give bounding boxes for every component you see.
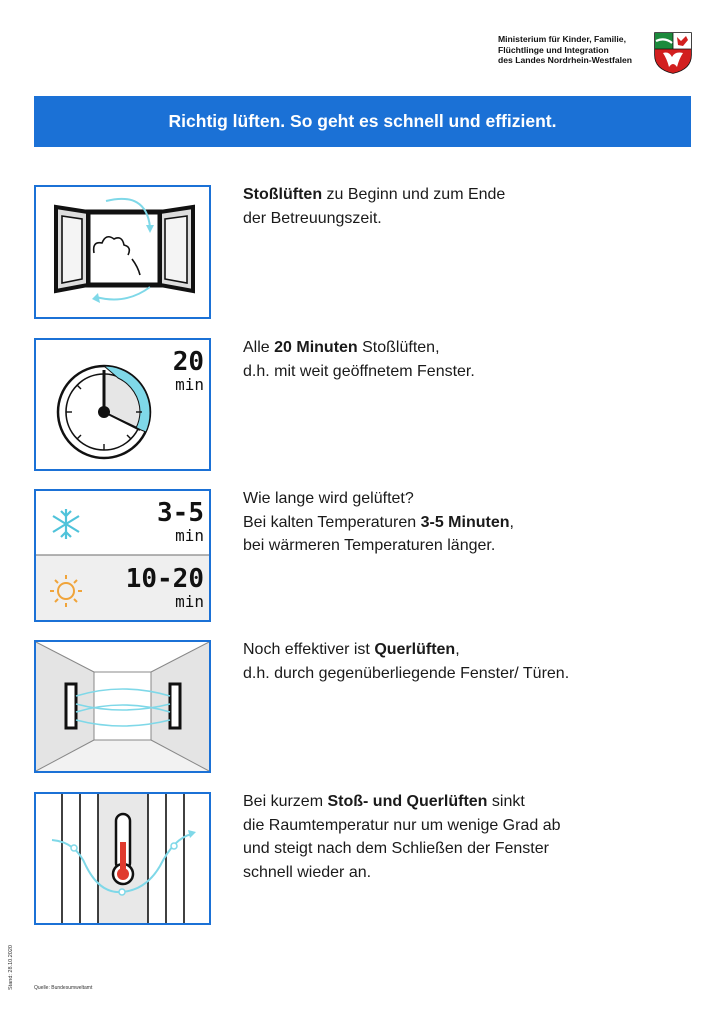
temperature-duration-card — [34, 489, 211, 622]
warm-duration-unit: min — [175, 592, 204, 611]
page-title-banner — [34, 96, 691, 147]
page-title: Richtig lüften. So geht es schnell und effizient. — [168, 111, 557, 131]
thermometer-curve-card — [34, 792, 211, 925]
date-stamp: Stand: 28.10.2020 — [8, 945, 14, 990]
ministry-name — [498, 34, 632, 66]
item-5-text: Bei kurzem Stoß- und Querlüften sinkt die Raumtemperatur nur um wenige Grad ab und steigt nach dem Schließen der Fenster schnell wieder an. — [243, 793, 561, 881]
source-note: Quelle: Bundesumweltamt — [34, 985, 93, 991]
item-3-text: Wie lange wird gelüftet? Bei kalten Temperaturen 3-5 Minuten, bei wärmeren Temperaturen länger. — [243, 490, 514, 554]
snowflake-icon — [53, 509, 79, 539]
warm-duration-value: 10-20 — [125, 564, 204, 594]
item-1-text: Stoßlüften zu Beginn und zum Ende der Betreuungszeit. — [243, 186, 506, 227]
ministry-line-3: des Landes Nordrhein-Westfalen — [498, 55, 633, 65]
item-4-text: Noch effektiver ist Querlüften, d.h. durch gegenüberliegende Fenster/ Türen. — [243, 641, 570, 682]
clock-timer-icon — [36, 340, 209, 469]
temperature-duration-icon — [36, 491, 209, 620]
clock-timer-card — [34, 338, 211, 471]
clock-display-value: 20 — [172, 347, 204, 377]
nrw-crest-icon — [653, 31, 693, 75]
ministry-line-2: Flüchtlinge und Integration — [498, 44, 609, 55]
cold-duration-value: 3-5 — [157, 498, 204, 528]
ministry-line-1: Ministerium für Kinder, Familie, — [498, 34, 626, 44]
thermometer-curve-icon — [36, 794, 209, 923]
open-window-card — [34, 185, 211, 319]
open-window-icon — [36, 187, 209, 317]
cross-ventilation-card — [34, 640, 211, 773]
cold-duration-unit: min — [175, 526, 204, 545]
item-2-text: Alle 20 Minuten Stoßlüften, d.h. mit weit geöffnetem Fenster. — [243, 339, 475, 380]
cross-ventilation-room-icon — [36, 642, 209, 771]
clock-display-unit: min — [175, 375, 204, 394]
